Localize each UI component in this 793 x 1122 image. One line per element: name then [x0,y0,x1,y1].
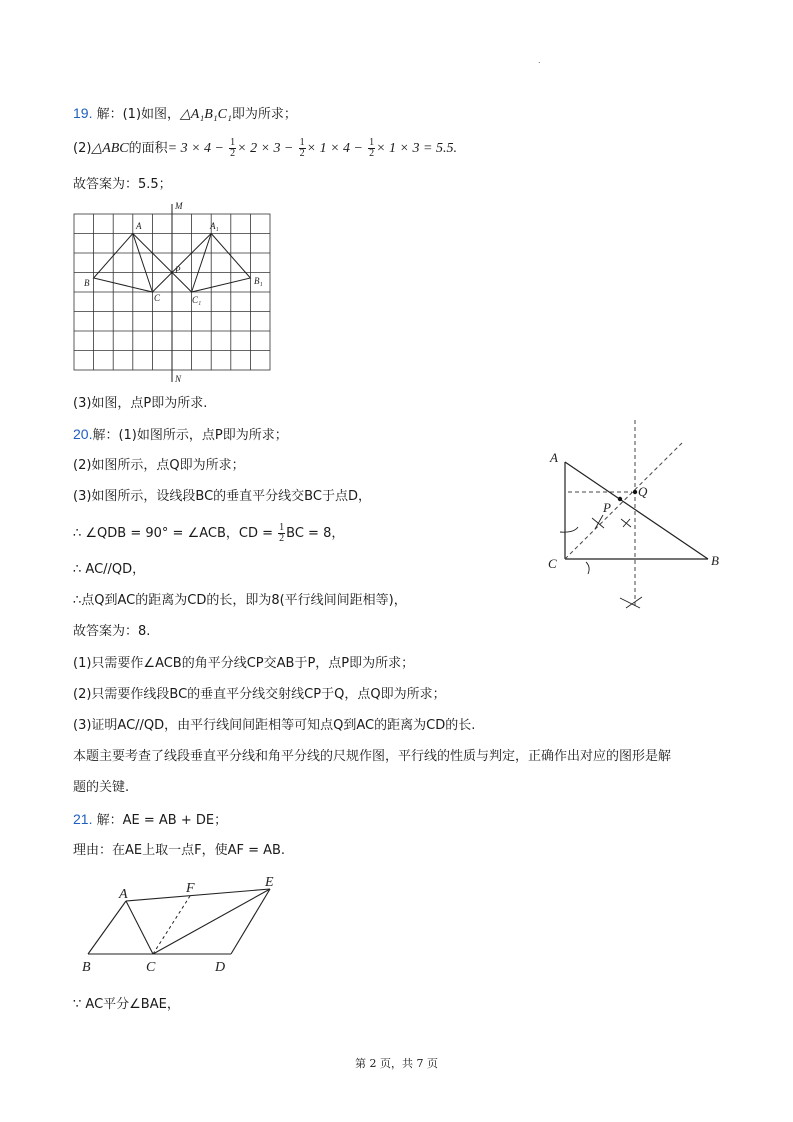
q20-number: 20. [73,426,93,442]
q19-area-word: 的面积 [128,141,168,156]
para-label-c: C [146,960,156,975]
para-label-d: D [215,960,226,975]
para-label-a: A [119,887,128,902]
q20-line-5: ∴ AC//QD， [73,562,146,577]
q19-line-1 [73,104,297,124]
q19-part3: (3)如图，点P即为所求. [73,396,208,411]
q20-line-10: (3)证明AC//QD，由平行线间间距相等可知点Q到AC的距离为CD的长. [73,718,476,733]
q20-eq-pre: ∴ ∠QDB = 90° = ∠ACB，CD = [73,526,274,541]
para-label-e: E [265,875,274,890]
grid-label-c: C [154,293,161,303]
para-label-b: B [82,960,91,975]
q19-number: 19. [73,105,93,121]
q21-line-3: ∵ AC平分∠BAE， [73,997,180,1012]
q20-line-3: (3)如图所示，设线段BC的垂直平分线交BC于点D， [73,489,371,504]
triangle-construction-figure [540,415,730,615]
q21-line-2: 理由：在AE上取一点F，使AF = AB. [73,843,286,858]
q19-answer: 故答案为：5.5； [73,177,172,192]
q19-term3: × 1 × 3 = 5.5. [376,141,457,156]
tri-label-b: B [711,553,719,568]
q20-line-1 [73,425,288,445]
q20-line-11: 本题主要考查了线段垂直平分线和角平分线的尺规作图，平行线的性质与判定，正确作出对应的图形是解 [73,749,672,764]
point-p-marker [618,497,622,501]
fraction-half-4: $\frac{1}{2}$ [279,522,285,544]
page-footer: 第 2 页，共 7 页 [355,1057,438,1070]
q20-eq-post: BC = 8， [286,526,345,541]
parallelogram-figure [76,870,291,980]
tri-label-c: C [548,556,557,571]
q21-line-1 [73,810,227,830]
q20-line-9: (2)只需要作线段BC的垂直平分线交射线CP于Q，点Q即为所求； [73,687,446,702]
q20-line-6: ∴点Q到AC的距离为CD的长，即为8(平行线间间距相等)， [73,593,407,608]
tri-label-a: A [550,450,558,465]
grid-label-a1: A₁ [210,221,219,231]
q19-line-2 [73,138,457,159]
grid-figure [70,200,285,386]
fraction-half-3: $\frac{1}{2}$ [369,137,375,159]
q19-text: 解：(1)如图， [96,107,181,122]
point-q-marker [633,490,637,494]
corner-mark: . [538,56,541,65]
q20-text-1: 解：(1)如图所示，点P即为所求； [92,428,288,443]
q21-number: 21. [73,811,93,827]
grid-label-p: P [175,265,181,275]
grid-label-n: N [175,374,182,384]
q19-eq: = 3 × 4 − [167,141,224,156]
grid-label-b: B [84,278,90,288]
q19-term1: × 2 × 3 − [237,141,294,156]
tri-label-p: P [603,500,611,515]
q19-part2: (2) [73,141,92,156]
q20-line-12: 题的关键. [73,780,130,795]
grid-label-a: A [136,221,142,231]
fraction-half-2: $\frac{1}{2}$ [299,137,305,159]
tri-label-q: Q [638,484,648,499]
q20-line-7: 故答案为：8. [73,624,151,639]
q21-text-1: 解：AE = AB + DE； [96,813,228,828]
q20-line-4 [73,523,344,544]
grid-label-b1: B₁ [254,276,263,286]
fraction-half-1: $\frac{1}{2}$ [230,137,236,159]
q20-line-2: (2)如图所示，点Q即为所求； [73,458,245,473]
q19-abc: △ABC [91,141,129,156]
q19-text-end: 即为所求； [231,107,297,122]
para-label-f: F [186,881,195,896]
q19-triangle: △A₁B₁C₁ [180,107,232,122]
q20-line-8: (1)只需要作∠ACB的角平分线CP交AB于P，点P即为所求； [73,656,415,671]
grid-label-c1: C₁ [192,295,202,305]
grid-label-m: M [175,201,183,211]
q19-term2: × 1 × 4 − [306,141,363,156]
